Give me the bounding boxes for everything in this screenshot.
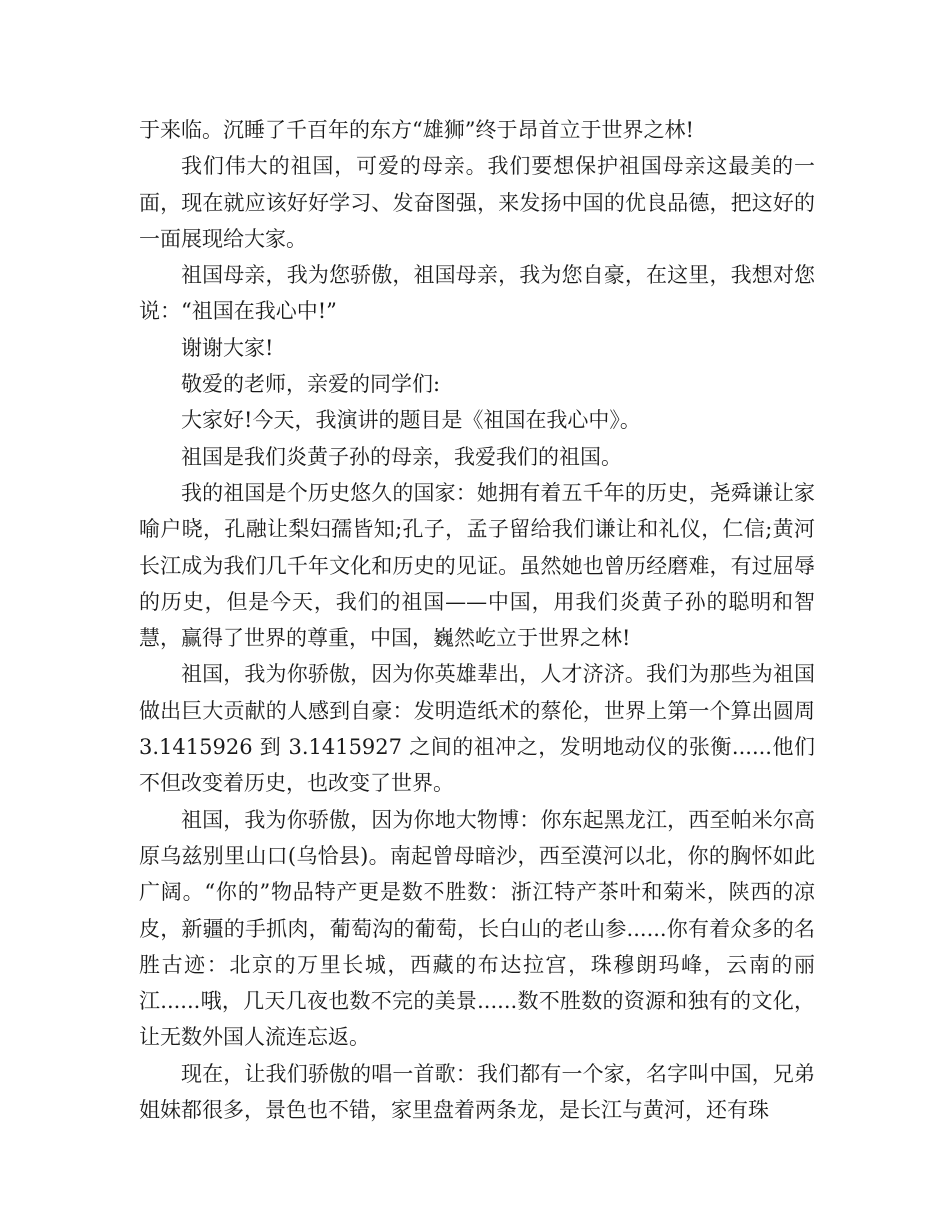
paragraph: 大家好!今天，我演讲的题目是《祖国在我心中》。: [181, 408, 641, 433]
paragraph: 谢谢大家!: [181, 335, 274, 360]
paragraph: 我们伟大的祖国，可爱的母亲。我们要想保护祖国母亲这最美的一面，现在就应该好好学习、发奋图强，来发扬中国的优良品德，把这好的一面展现给大家。: [139, 154, 815, 251]
paragraph: 现在，让我们骄傲的唱一首歌：我们都有一个家，名字叫中国，兄弟姐妹都很多，景色也不错，家里盘着两条龙，是长江与黄河，还有珠: [139, 1061, 815, 1123]
paragraph: 我的祖国是个历史悠久的国家：她拥有着五千年的历史，尧舜谦让家喻户晓，孔融让梨妇孺皆知;孔子，孟子留给我们谦让和礼仪，仁信;黄河长江成为我们几千年文化和历史的见证。虽然她也曾历经磨难，有过屈辱的历史，但是今天，我们的祖国——中国，用我们炎黄子孙的聪明和智慧，赢得了世界的尊重，中国，巍然屹立于世界之林!: [139, 480, 815, 651]
paragraph: 祖国，我为你骄傲，因为你地大物博：你东起黑龙江，西至帕米尔高原乌兹别里山口(乌恰县)。南起曾母暗沙，西至漠河以北，你的胸怀如此广阔。“你的”物品特产更是数不胜数：浙江特产茶叶和菊米，陕西的凉皮，新疆的手抓肉，葡萄沟的葡萄，长白山的老山参......你有着众多的名胜古迹：北京的万里长城，西藏的布达拉宫，珠穆朗玛峰，云南的丽江......哦，几天几夜也数不完的美景......数不胜数的资源和独有的文化，让无数外国人流连忘返。: [139, 807, 815, 1050]
paragraph: 祖国，我为你骄傲，因为你英雄辈出，人才济济。我们为那些为祖国做出巨大贡献的人感到自豪：发明造纸术的蔡伦，世界上第一个算出圆周 3.1415926 到 3.1415927 之间的祖冲之，发明地动仪的张衡......他们不但改变着历史，也改变了世界。: [139, 662, 815, 796]
paragraph: 于来临。沉睡了千百年的东方“雄狮”终于昂首立于世界之林!: [139, 118, 694, 142]
document-body: [139, 112, 815, 1128]
paragraph: 敬爱的老师，亲爱的同学们:: [181, 372, 441, 397]
paragraph: 祖国是我们炎黄子孙的母亲，我爱我们的祖国。: [181, 444, 622, 469]
paragraph: 祖国母亲，我为您骄傲，祖国母亲，我为您自豪，在这里，我想对您说：“祖国在我心中!”: [139, 263, 815, 324]
